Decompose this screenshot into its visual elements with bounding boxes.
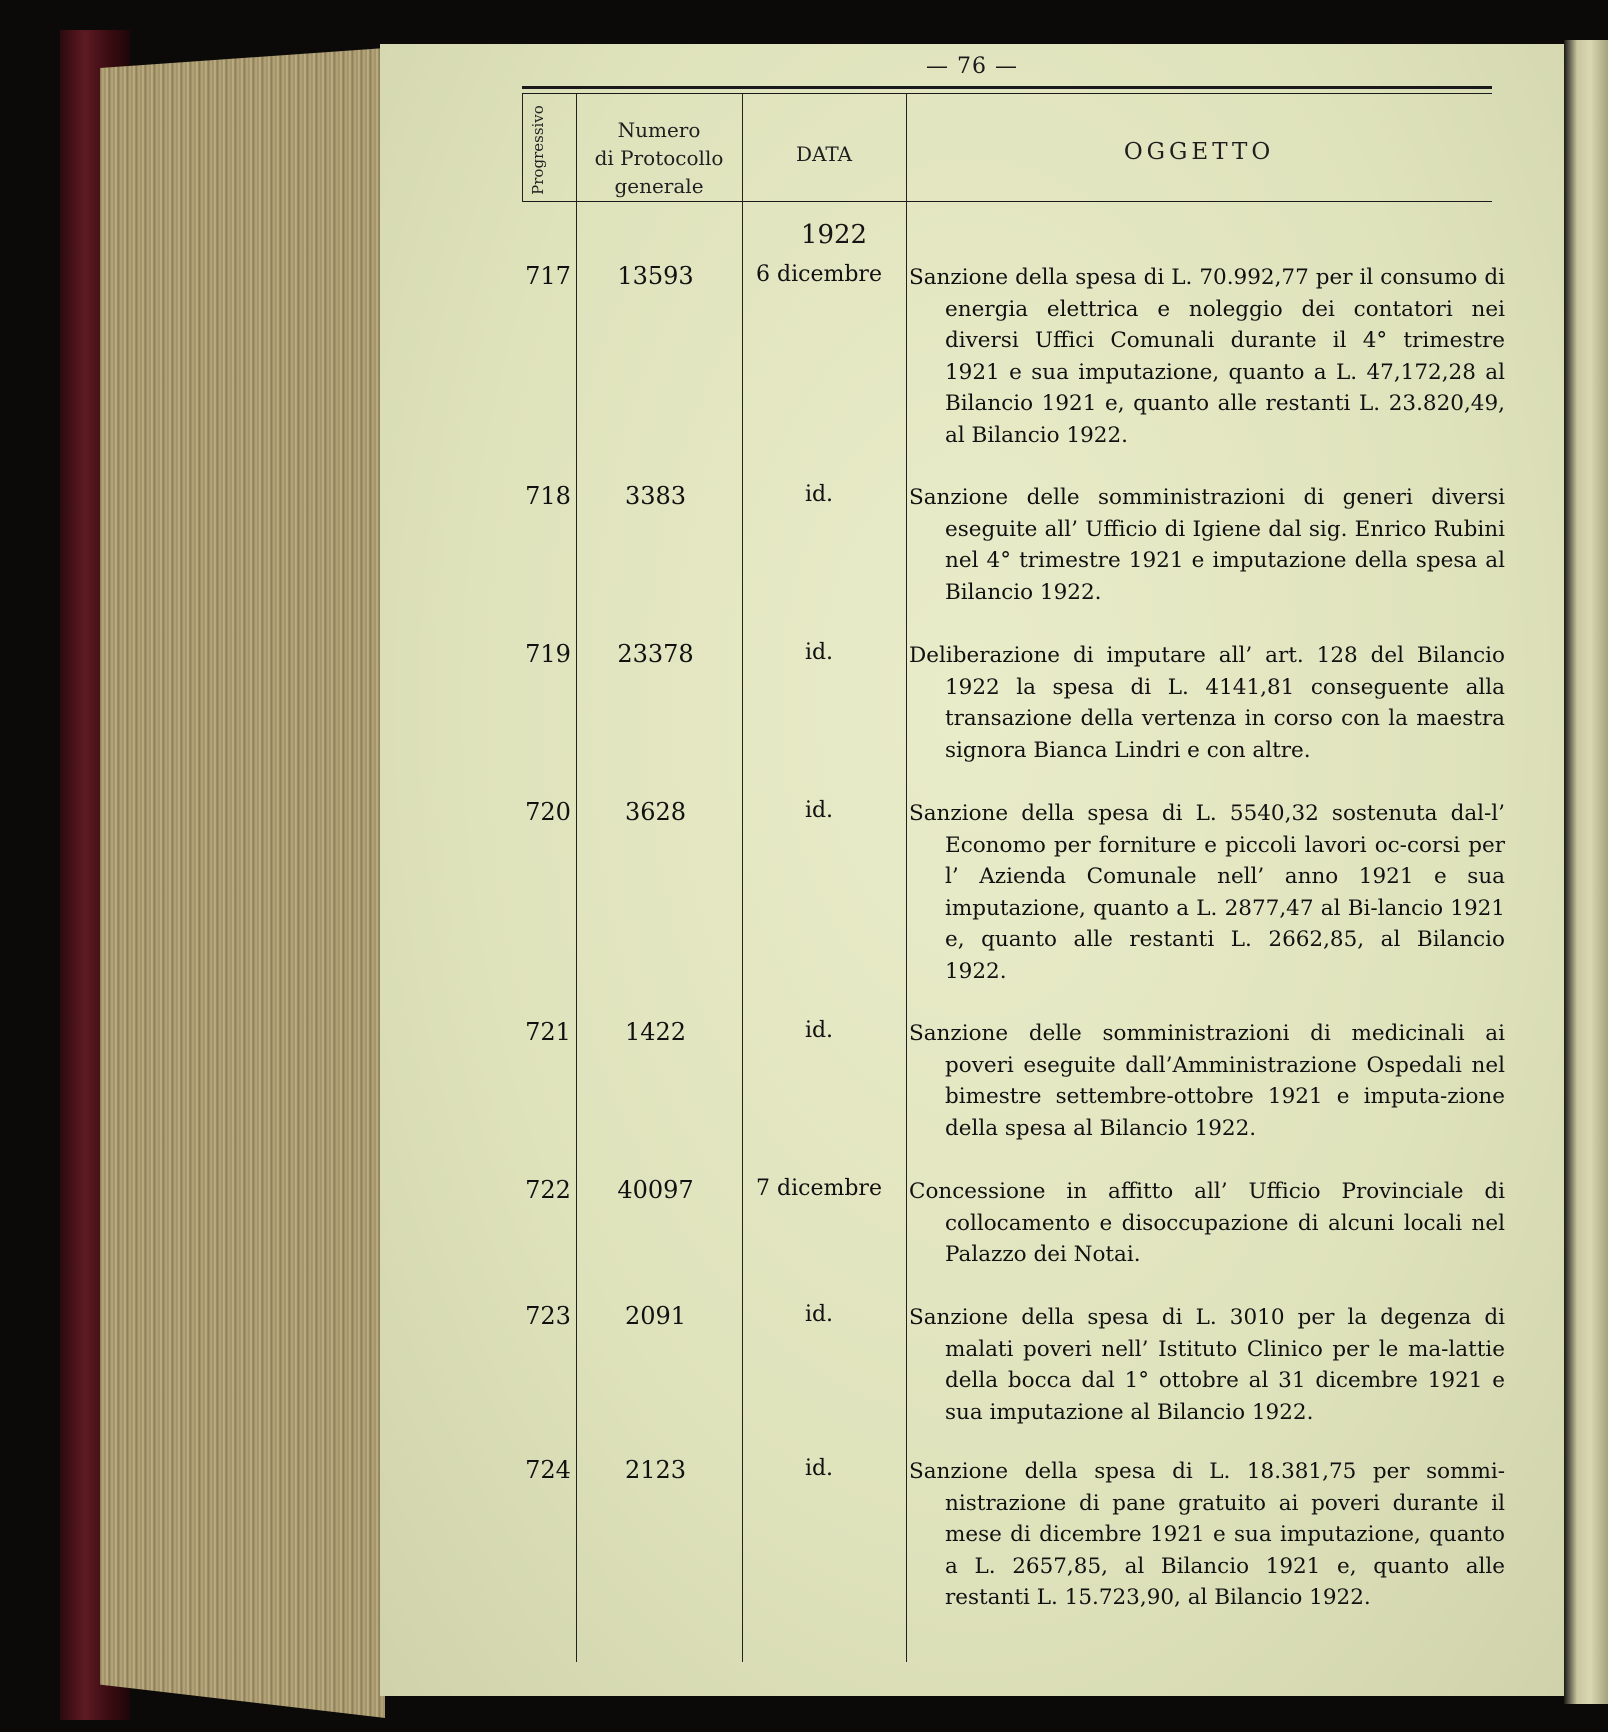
entry-subject: Concessione in affitto all’ Ufficio Provinciale di collocamento e disoccupazione di alcuni locali nel Palazzo dei Notai. — [909, 1179, 1505, 1267]
entry-date: id. — [804, 1018, 834, 1043]
header-progressivo — [522, 102, 554, 198]
entry-date: id. — [804, 640, 834, 665]
column-divider — [576, 94, 577, 1662]
entry-subject: Sanzione della spesa di L. 70.992,77 per il consumo di energia elettrica e noleggio dei contatori nei diversi Uffici Comunali durante il 4° trimestre 1921 e sua imputazione, quanto a L. 47,172,28 al Bilancio 1921 e, quanto alle restanti L. 23.820,49, al Bilancio 1922. — [909, 265, 1505, 448]
header-oggetto: OGGETTO — [1123, 139, 1275, 165]
page-stack-edges — [100, 48, 385, 1718]
protocol-number: 2091 — [624, 1302, 687, 1330]
protocol-number: 3383 — [624, 482, 687, 510]
entry-subject: Sanzione della spesa di L. 3010 per la degenza di malati poveri nell’ Istituto Clinico per le ma-lattie della bocca dal 1° ottobre al 31 dicembre 1921 e sua imputazione al Bilancio 1922. — [909, 1305, 1505, 1425]
protocol-number: 2123 — [624, 1456, 687, 1484]
protocol-number: 23378 — [617, 640, 694, 668]
protocol-number: 1422 — [624, 1018, 687, 1046]
progressive-number: 719 — [525, 640, 571, 668]
progressive-number: 720 — [525, 798, 571, 826]
progressive-number: 718 — [525, 482, 571, 510]
progressive-number: 722 — [525, 1176, 571, 1204]
progressive-number: 721 — [525, 1018, 571, 1046]
entry-subject: Sanzione delle somministrazioni di medicinali ai poveri eseguite dall’Amministrazione Ospedali nel bimestre settembre-ottobre 1921 e imputa-zione della spesa al Bilancio 1922. — [909, 1021, 1505, 1141]
protocol-number: 40097 — [617, 1176, 694, 1204]
entry-date: id. — [804, 1302, 834, 1327]
header-rule-thin — [522, 93, 1492, 94]
progressive-number: 724 — [525, 1456, 571, 1484]
entry-subject: Sanzione delle somministrazioni di generi diversi eseguite all’ Ufficio di Igiene dal sig. Enrico Rubini nel 4° trimestre 1921 e imputazione della spesa al Bilancio 1922. — [909, 485, 1505, 605]
protocol-number: 13593 — [617, 262, 694, 290]
entry-date: 7 dicembre — [756, 1176, 882, 1201]
entry-date: 6 dicembre — [756, 262, 882, 287]
progressive-number: 717 — [525, 262, 571, 290]
header-numero-line1: Numero — [617, 118, 701, 142]
header-numero-line3: generale — [614, 174, 704, 198]
year-label: 1922 — [800, 220, 868, 250]
column-divider — [742, 94, 743, 1662]
facing-page-edge — [1564, 40, 1608, 1704]
page-number: — 76 — — [926, 54, 1018, 79]
entry-date: id. — [804, 798, 834, 823]
ledger-page — [380, 44, 1564, 1696]
header-bottom-rule — [522, 201, 1492, 202]
protocol-number: 3628 — [624, 798, 687, 826]
entry-date: id. — [804, 1456, 834, 1481]
entry-subject: Sanzione della spesa di L. 18.381,75 per sommi-nistrazione di pane gratuito ai poveri durante il mese di dicembre 1921 e sua imputazione, quanto a L. 2657,85, al Bilancio 1921 e, quanto alle restanti L. 15.723,90, al Bilancio 1922. — [909, 1459, 1505, 1610]
header-data: DATA — [795, 142, 853, 166]
progressive-number: 723 — [525, 1302, 571, 1330]
entry-date: id. — [804, 482, 834, 507]
entry-subject: Deliberazione di imputare all’ art. 128 del Bilancio 1922 la spesa di L. 4141,81 conseguente alla transazione della vertenza in corso con la maestra signora Bianca Lindri e con altre. — [909, 643, 1505, 763]
header-numero-line2: di Protocollo — [594, 146, 724, 170]
header-rule-thick — [522, 86, 1492, 89]
entry-subject: Sanzione della spesa di L. 5540,32 sostenuta dal-l’ Economo per forniture e piccoli lavori oc-corsi per l’ Azienda Comunale nell’ anno 1921 e sua imputazione, quanto a L. 2877,47 al Bi-lancio 1921 e, quanto alle restanti L. 2662,85, al Bilancio 1922. — [909, 801, 1505, 984]
column-divider — [906, 94, 907, 1662]
header-progressivo-label: Progressivo — [529, 105, 547, 195]
header-numero — [576, 116, 742, 200]
